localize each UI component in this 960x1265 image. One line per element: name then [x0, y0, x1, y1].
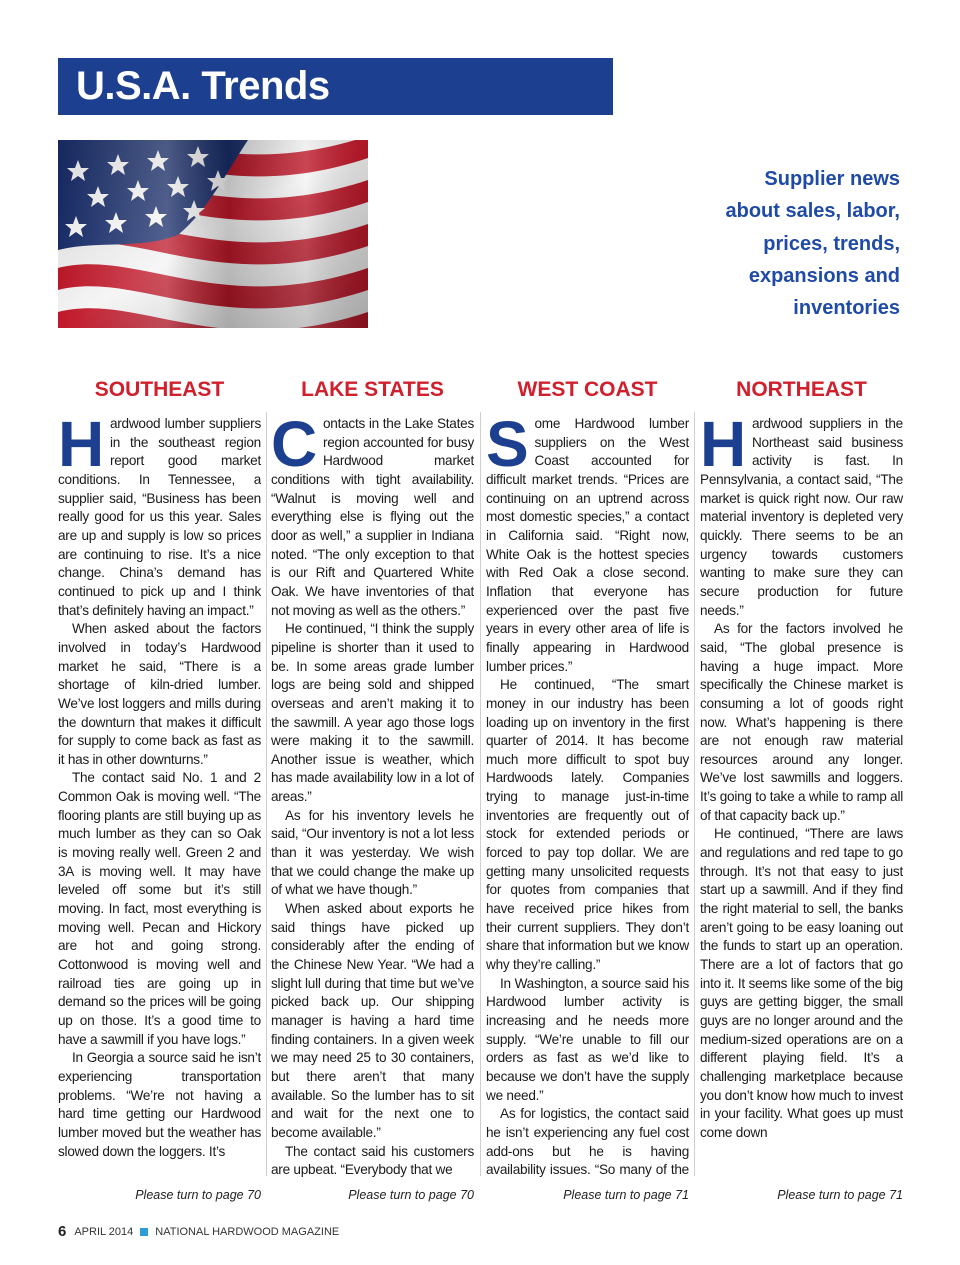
article-paragraph: Hardwood lumber suppliers in the southeast region report good market conditions. In Tennessee, a supplier said, “Business has been really good for us this year. Sales are up and supply is low so prices are continuing to rise. It’s a nice change. China’s demand has continued to pick up and I think that’s definitely having an impact.” [58, 415, 261, 618]
column-heading: LAKE STATES [301, 378, 444, 401]
column-lake-states [271, 375, 474, 1177]
column-divider [694, 412, 695, 1176]
article-paragraph: When asked about the factors involved in today’s Hardwood market he said, “There is a shortage of kiln-dried lumber. We’ve lost loggers and mills during the downturn that makes it difficult for supply to come back as fast as it has in other downturns.” [58, 621, 261, 767]
continued-link[interactable]: Please turn to page 71 [777, 1188, 903, 1202]
article-paragraph: As for his inventory levels he said, “Our inventory is not a lot less than it was yesterday. We wish that we could change the make up of what we have though.” [271, 807, 474, 898]
drop-cap: S [486, 415, 529, 480]
title-banner [58, 58, 613, 115]
article-paragraph: He continued, “There are laws and regulations and red tape to go through. It’s not that easy to just start up a sawmill. And if they find the right material to sell, the banks aren’t going to be easy loaning out the funds to start up an operation. There are a lot of factors that go into it. It seems like some of the big guys are getting bigger, the small guys are no longer around and the medium-sized operations are on a different playing field. It’s a challenging marketplace because you don’t know how much to invest in your facility. What goes up must come down [700, 826, 903, 1140]
tagline-line: about sales, labor, [725, 200, 900, 223]
article-paragraph: The contact said No. 1 and 2 Common Oak is moving well. “The flooring plants are still buying up as much lumber as they can so Oak is moving really well. Green 2 and 3A is moving well. It may have leveled off some but it’s still moving. In fact, most everything is moving well. Pecan and Hickory are hot and going strong. Cottonwood is moving well and railroad ties are going up in demand so the prices will be going up on those. It’s a good time to have a sawmill if you have logs.” [58, 770, 261, 1047]
column-divider [266, 412, 267, 1176]
article-paragraph: Hardwood suppliers in the Northeast said business activity is fast. In Pennsylvania, a contact said, “The market is quick right now. Our raw material inventory is depleted very quickly. There seems to be an urgency towards customers wanting to make sure they can secure production for future needs.” [700, 415, 903, 618]
page-number: 6 [58, 1223, 67, 1240]
article-paragraph: As for the factors involved he said, “The global presence is having a huge impact. More specifically the Chinese market is consuming a lot of goods right now. What’s happening is there are not enough raw material resources around any longer. We’ve lost sawmills and loggers. It’s going to take a while to ramp all of that capacity back up.” [700, 621, 903, 823]
tagline-line: expansions and [748, 264, 900, 287]
tagline-line: prices, trends, [763, 232, 900, 255]
tagline-line: inventories [793, 297, 900, 320]
article-body [700, 415, 903, 1177]
page-title: U.S.A. Trends [76, 64, 330, 108]
page-footer [58, 1223, 339, 1240]
article-paragraph: In Georgia a source said he isn’t experiencing transportation problems. “We’re not having a hard time getting our Hardwood lumber moved but the weather has slowed down the loggers. It’s [58, 1050, 261, 1159]
article-paragraph: Contacts in the Lake States region accounted for busy Hardwood market conditions with tight availability. “Walnut is moving well and everything else is flying out the door as well,” a supplier in Indiana noted. “The only exception to that is our Rift and Quartered White Oak. We have inventories of that not moving as well as the others.” [271, 415, 474, 618]
drop-cap: C [271, 415, 317, 480]
continued-link[interactable]: Please turn to page 70 [348, 1188, 474, 1202]
article-paragraph: As for logistics, the contact said he isn’t experiencing any fuel cost add-ons but he is having availability issues. “So many of the [486, 1106, 689, 1177]
article-paragraph: When asked about exports he said things have picked up considerably after the ending of the Chinese New Year. “We had a slight lull during that time but we’ve picked back up. Our shipping manager is having a hard time finding containers. In a given week we may need 25 to 30 containers, but there aren’t that many available. So the lumber has to sit and wait for the next one to become available.” [271, 901, 474, 1140]
article-paragraph: He continued, “The smart money in our industry has been loading up on inventory in the first quarter of 2014. It has become much more difficult to spot buy Hardwoods lately. Companies trying to manage just-in-time inventories are frequently out of stock for extended periods or forced to pay top dollar. We are getting many unsolicited requests for quotes from companies that have received price hikes from their current suppliers. They don’t share that information but we know why they’re calling.” [486, 677, 689, 973]
article-body [58, 415, 261, 1177]
american-flag-image [58, 140, 368, 328]
issue-date: APRIL 2014 [74, 1225, 134, 1238]
article-body [271, 415, 474, 1177]
square-bullet-icon [140, 1228, 148, 1236]
column-heading: SOUTHEAST [94, 378, 225, 401]
drop-cap: H [58, 415, 104, 480]
drop-cap: H [700, 415, 746, 480]
article-body [486, 415, 689, 1177]
tagline [640, 163, 900, 324]
magazine-name: NATIONAL HARDWOOD MAGAZINE [155, 1225, 340, 1238]
article-paragraph: He continued, “I think the supply pipeline is shorter than it used to be. In some areas grade lumber logs are being sold and shipped overseas and aren’t making it to the sawmill. A year ago those logs were making it to the sawmill. Another issue is weather, which has made availability low in a lot of areas.” [271, 621, 474, 805]
continued-link[interactable]: Please turn to page 71 [563, 1188, 689, 1202]
article-paragraph: Some Hardwood lumber suppliers on the West Coast accounted for difficult market trends. “Prices are continuing on an uptrend across most domestic species,” a contact in California said. “Right now, White Oak is the hottest species with Red Oak a close second. Inflation that everyone has experienced over the past five years in every other area of life is finally appearing in Hardwood lumber prices.” [486, 415, 689, 674]
continued-link[interactable]: Please turn to page 70 [135, 1188, 261, 1202]
column-west-coast [486, 375, 689, 1177]
column-southeast [58, 375, 261, 1177]
column-heading: NORTHEAST [736, 378, 867, 401]
column-divider [480, 412, 481, 1176]
column-heading: WEST COAST [517, 378, 658, 401]
article-paragraph: In Washington, a source said his Hardwood lumber activity is increasing and he needs more supply. “We’re unable to fill our orders as fast as we’d like to because we don’t have the supply we need.” [486, 975, 689, 1103]
article-paragraph: The contact said his customers are upbeat. “Everybody that we [271, 1143, 474, 1177]
column-northeast [700, 375, 903, 1177]
tagline-line: Supplier news [764, 168, 900, 190]
